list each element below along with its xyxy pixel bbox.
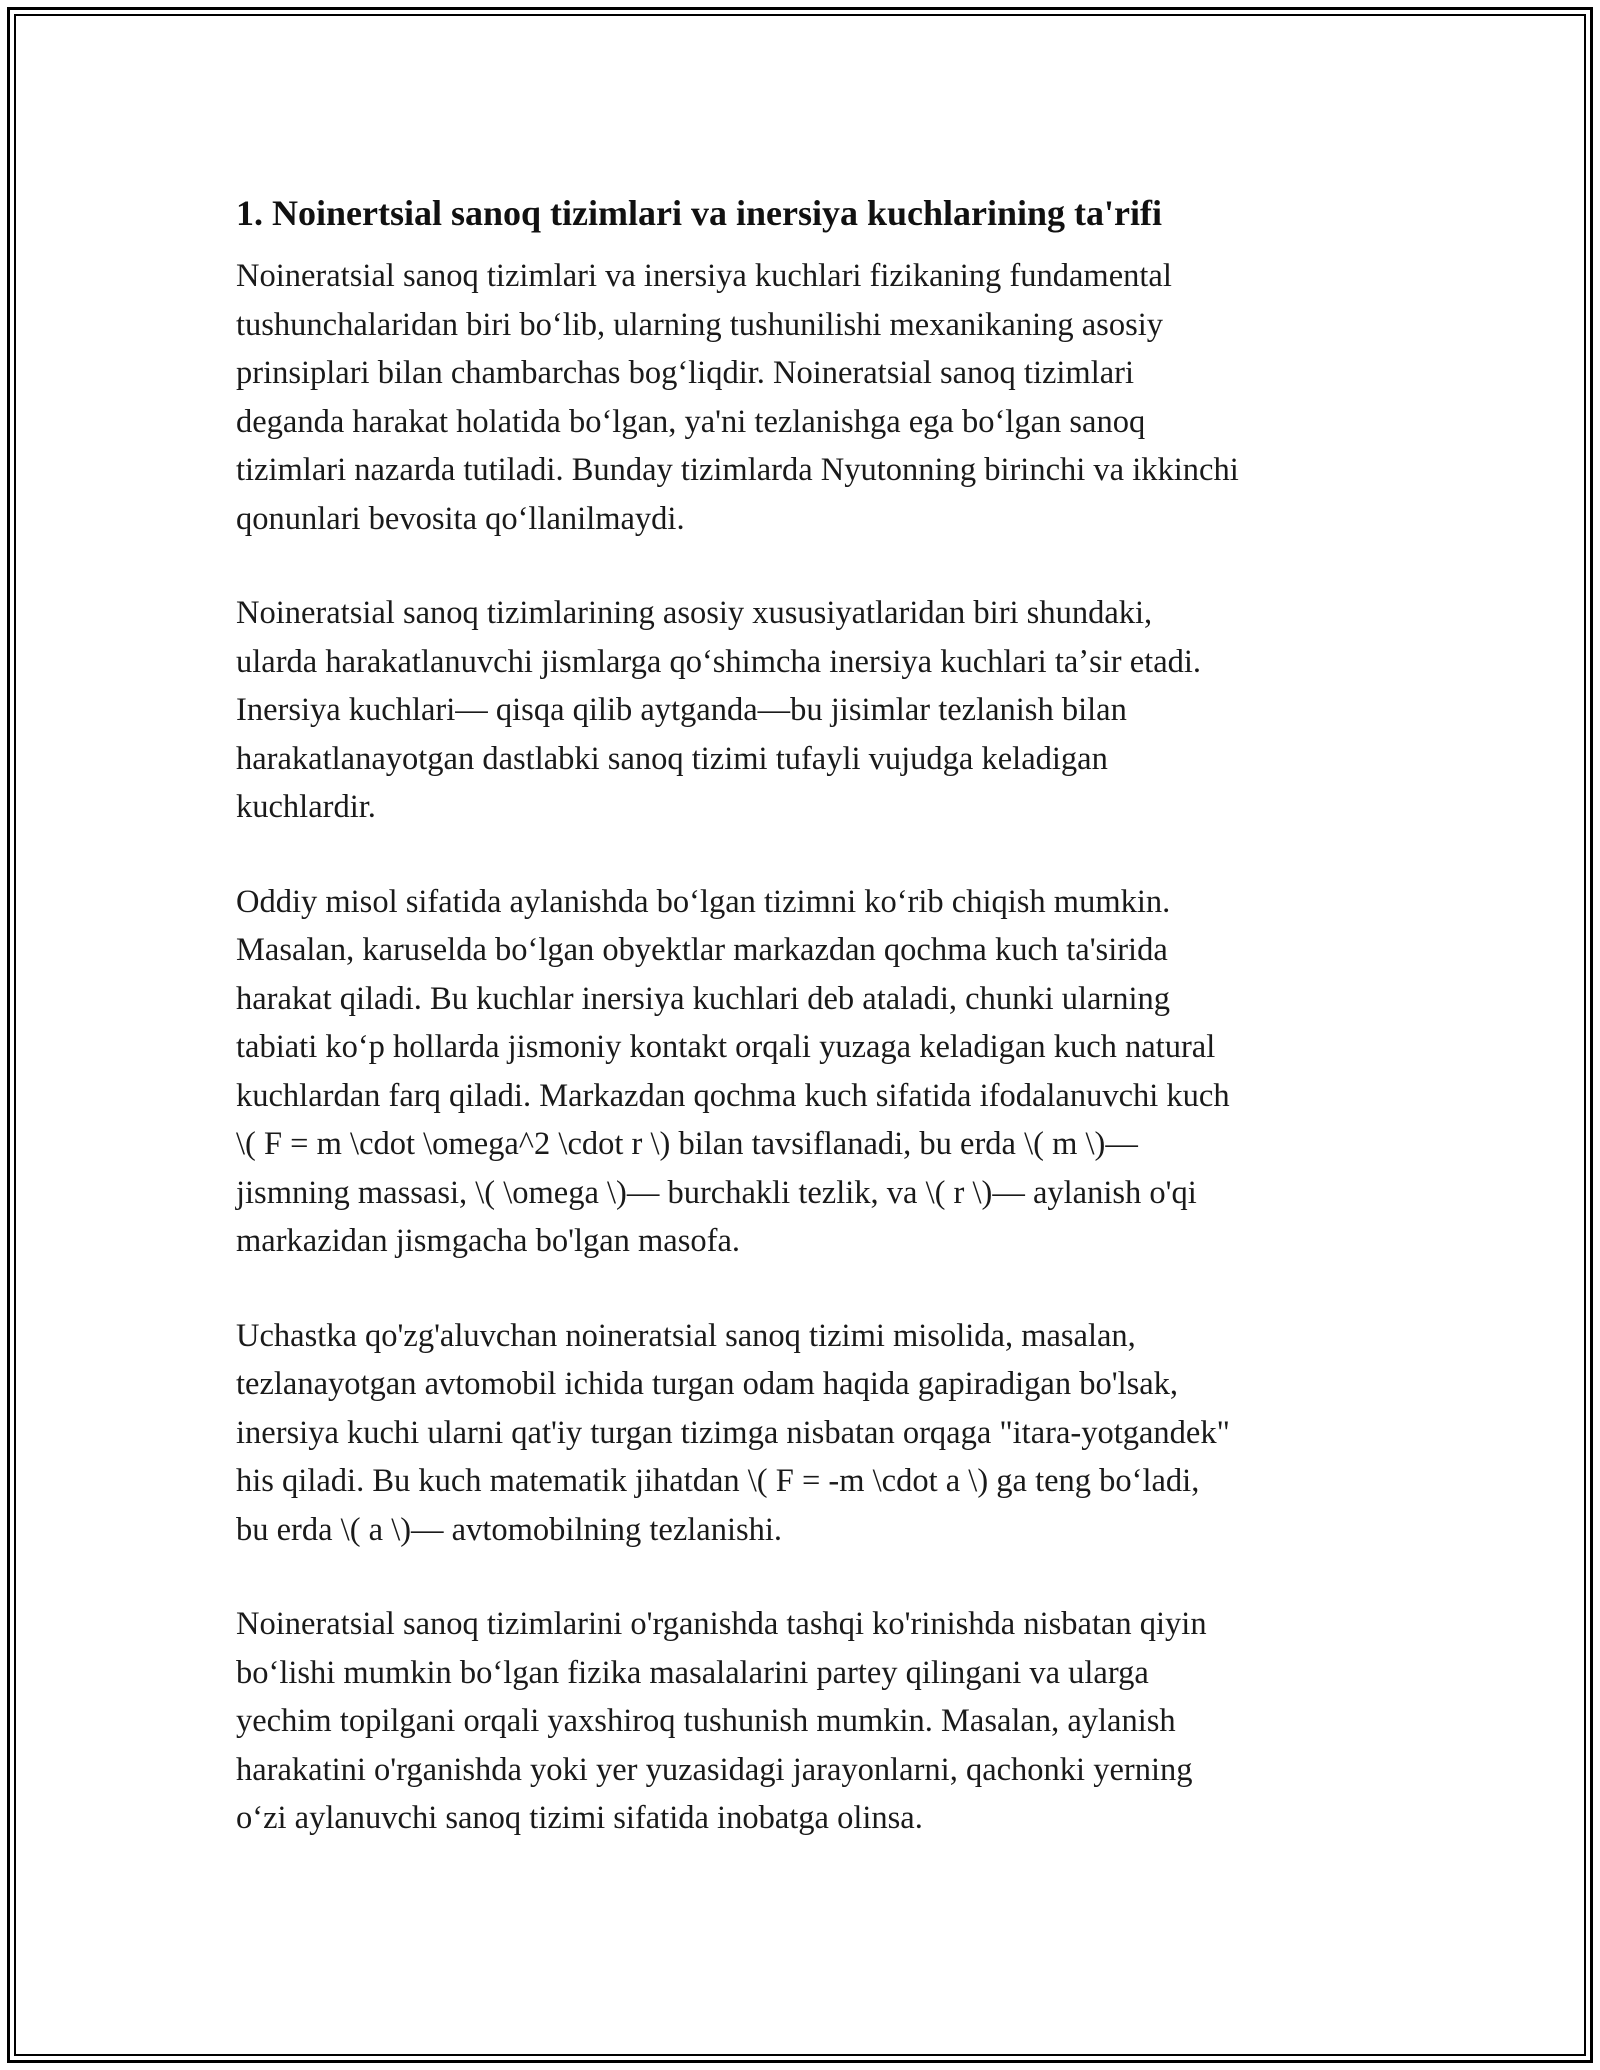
paragraph-line: boʻlishi mumkin boʻlgan fizika masalalarini partey qilingani va ularga bbox=[236, 1654, 1149, 1691]
paragraph-line: markazidan jismgacha bo'lgan masofa. bbox=[236, 1223, 741, 1259]
paragraph-line: tezlanayotgan avtomobil ichida turgan odam haqida gapiradigan bo'lsak, bbox=[236, 1366, 1179, 1402]
paragraph-line: deganda harakat holatida boʻlgan, ya'ni tezlanishga ega boʻlgan sanoq bbox=[236, 403, 1146, 440]
paragraph-1 bbox=[236, 252, 1376, 543]
paragraph-line: harakatlanayotgan dastlabki sanoq tizimi tufayli vujudga keladigan bbox=[236, 740, 1108, 777]
paragraph-line: Uchastka qo'zg'aluvchan noineratsial sanoq tizimi misolida, masalan, bbox=[236, 1317, 1136, 1354]
paragraph-line: harakatini o'rganishda yoki yer yuzasidagi jarayonlarni, qachonki yerning bbox=[236, 1751, 1193, 1788]
paragraph-4 bbox=[236, 1312, 1376, 1555]
paragraph-line: tizimlari nazarda tutiladi. Bunday tizimlarda Nyutonning birinchi va ikkinchi bbox=[236, 452, 1239, 488]
paragraph-2 bbox=[236, 589, 1376, 832]
paragraph-line: ularda harakatlanuvchi jismlarga qoʻshimcha inersiya kuchlari taʼsir etadi. bbox=[236, 643, 1202, 680]
paragraph-line: \( F = m \cdot \omega^2 \cdot r \) bilan tavsiflanadi, bu erda \( m \)— bbox=[236, 1126, 1138, 1162]
paragraph-line: kuchlardir. bbox=[236, 789, 376, 825]
paragraph-line: bu erda \( a \)— avtomobilning tezlanishi. bbox=[236, 1511, 783, 1548]
document-body bbox=[236, 186, 1376, 1889]
paragraph-line: prinsiplari bilan chambarchas bogʻliqdir. Noineratsial sanoq tizimlari bbox=[236, 355, 1135, 391]
paragraph-line: his qiladi. Bu kuch matematik jihatdan \( F = -m \cdot a \) ga teng boʻladi, bbox=[236, 1463, 1200, 1499]
paragraph-5 bbox=[236, 1600, 1376, 1843]
paragraph-line: Noineratsial sanoq tizimlarining asosiy xususiyatlaridan biri shundaki, bbox=[236, 595, 1153, 631]
paragraph-line: Noineratsial sanoq tizimlarini o'rganishda tashqi ko'rinishda nisbatan qiyin bbox=[236, 1606, 1207, 1642]
paragraph-line: kuchlardan farq qiladi. Markazdan qochma kuch sifatida ifodalanuvchi kuch bbox=[236, 1077, 1230, 1114]
paragraph-line: Masalan, karuselda boʻlgan obyektlar markazdan qochma kuch ta'sirida bbox=[236, 932, 1168, 968]
paragraph-line: Inersiya kuchlari— qisqa qilib aytganda—bu jisimlar tezlanish bilan bbox=[236, 692, 1127, 728]
section-heading: 1. Noinertsial sanoq tizimlari va inersiya kuchlarining ta'rifi bbox=[236, 193, 1162, 233]
paragraph-line: tabiati koʻp hollarda jismoniy kontakt orqali yuzaga keladigan kuch natural bbox=[236, 1029, 1216, 1065]
paragraph-line: jismning massasi, \( \omega \)— burchakli tezlik, va \( r \)— aylanish o'qi bbox=[236, 1174, 1197, 1211]
paragraph-line: Noineratsial sanoq tizimlari va inersiya kuchlari fizikaning fundamental bbox=[236, 258, 1172, 294]
paragraph-line: harakat qiladi. Bu kuchlar inersiya kuchlari deb ataladi, chunki ularning bbox=[236, 980, 1171, 1017]
paragraph-line: oʻzi aylanuvchi sanoq tizimi sifatida inobatga olinsa. bbox=[236, 1800, 923, 1836]
paragraph-line: Oddiy misol sifatida aylanishda boʻlgan tizimni koʻrib chiqish mumkin. bbox=[236, 883, 1171, 920]
paragraph-line: inersiya kuchi ularni qat'iy turgan tizimga nisbatan orqaga "itara-yotgandek" bbox=[236, 1414, 1230, 1451]
paragraph-line: qonunlari bevosita qoʻllanilmaydi. bbox=[236, 500, 685, 537]
paragraph-line: yechim topilgani orqali yaxshiroq tushunish mumkin. Masalan, aylanish bbox=[236, 1703, 1176, 1739]
paragraph-3 bbox=[236, 878, 1376, 1266]
paragraph-line: tushunchalaridan biri boʻlib, ularning tushunilishi mexanikaning asosiy bbox=[236, 306, 1164, 343]
